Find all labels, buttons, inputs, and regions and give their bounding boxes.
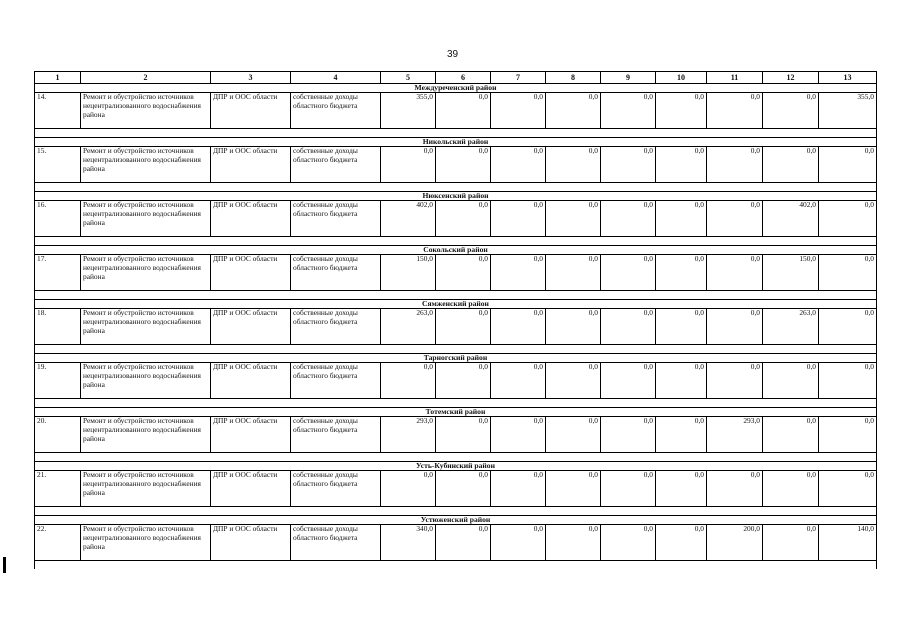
amount-cell: 0,0 <box>656 93 707 129</box>
activity-name: Ремонт и обустройство источников нецентрализованного водоснабжения района <box>81 309 211 345</box>
amount-cell: 150,0 <box>381 255 436 291</box>
amount-cell: 0,0 <box>436 525 491 561</box>
amount-cell: 0,0 <box>601 255 656 291</box>
amount-cell: 0,0 <box>436 93 491 129</box>
funding-source: собственные доходы областного бюджета <box>291 93 381 129</box>
column-number: 1 <box>35 72 81 84</box>
funding-source: собственные доходы областного бюджета <box>291 363 381 399</box>
row-spacer-cell <box>35 291 877 300</box>
row-number: 21. <box>35 471 81 507</box>
table-row <box>35 201 877 237</box>
table-body <box>35 72 877 570</box>
column-number: 5 <box>381 72 436 84</box>
amount-cell: 0,0 <box>819 417 877 453</box>
amount-cell: 0,0 <box>491 363 546 399</box>
executor: ДПР и ООС области <box>211 417 291 453</box>
amount-cell: 150,0 <box>763 255 819 291</box>
column-number: 2 <box>81 72 211 84</box>
amount-cell: 340,0 <box>381 525 436 561</box>
funding-source: собственные доходы областного бюджета <box>291 309 381 345</box>
amount-cell: 0,0 <box>491 147 546 183</box>
amount-cell: 0,0 <box>601 147 656 183</box>
row-number: 16. <box>35 201 81 237</box>
row-number: 19. <box>35 363 81 399</box>
executor: ДПР и ООС области <box>211 93 291 129</box>
amount-cell: 0,0 <box>436 363 491 399</box>
table-row <box>35 471 877 507</box>
table-row <box>35 363 877 399</box>
amount-cell: 200,0 <box>707 525 763 561</box>
amount-cell: 0,0 <box>819 363 877 399</box>
column-number: 6 <box>436 72 491 84</box>
amount-cell: 0,0 <box>601 417 656 453</box>
amount-cell: 0,0 <box>707 201 763 237</box>
row-spacer-cell <box>35 399 877 408</box>
row-spacer <box>35 507 877 516</box>
district-name: Тотемский район <box>35 408 877 417</box>
amount-cell: 140,0 <box>819 525 877 561</box>
district-name: Междуреченский район <box>35 84 877 93</box>
amount-cell: 0,0 <box>763 525 819 561</box>
column-number: 9 <box>601 72 656 84</box>
row-spacer-cell <box>35 345 877 354</box>
activity-name: Ремонт и обустройство источников нецентрализованного водоснабжения района <box>81 363 211 399</box>
amount-cell: 0,0 <box>546 471 601 507</box>
amount-cell: 355,0 <box>381 93 436 129</box>
table-row <box>35 417 877 453</box>
activity-name: Ремонт и обустройство источников нецентрализованного водоснабжения района <box>81 471 211 507</box>
amount-cell: 263,0 <box>763 309 819 345</box>
amount-cell: 0,0 <box>601 309 656 345</box>
amount-cell: 0,0 <box>707 363 763 399</box>
row-spacer-cell <box>35 507 877 516</box>
row-number: 22. <box>35 525 81 561</box>
district-row <box>35 192 877 201</box>
amount-cell: 0,0 <box>819 471 877 507</box>
amount-cell: 0,0 <box>707 93 763 129</box>
activity-name: Ремонт и обустройство источников нецентрализованного водоснабжения района <box>81 147 211 183</box>
amount-cell: 0,0 <box>491 417 546 453</box>
amount-cell: 0,0 <box>381 147 436 183</box>
amount-cell: 0,0 <box>656 363 707 399</box>
funding-source: собственные доходы областного бюджета <box>291 525 381 561</box>
district-row <box>35 354 877 363</box>
amount-cell: 0,0 <box>546 255 601 291</box>
funding-source: собственные доходы областного бюджета <box>291 201 381 237</box>
district-name: Нюксенский район <box>35 192 877 201</box>
amount-cell: 0,0 <box>436 471 491 507</box>
row-number: 14. <box>35 93 81 129</box>
funding-source: собственные доходы областного бюджета <box>291 471 381 507</box>
row-spacer-cell <box>35 183 877 192</box>
amount-cell: 0,0 <box>763 417 819 453</box>
amount-cell: 0,0 <box>763 471 819 507</box>
funding-source: собственные доходы областного бюджета <box>291 417 381 453</box>
executor: ДПР и ООС области <box>211 147 291 183</box>
amount-cell: 0,0 <box>763 147 819 183</box>
amount-cell: 0,0 <box>436 255 491 291</box>
table-row <box>35 147 877 183</box>
amount-cell: 0,0 <box>381 363 436 399</box>
row-spacer <box>35 183 877 192</box>
row-number: 18. <box>35 309 81 345</box>
amount-cell: 0,0 <box>491 309 546 345</box>
column-number: 11 <box>707 72 763 84</box>
district-row <box>35 138 877 147</box>
executor: ДПР и ООС области <box>211 201 291 237</box>
executor: ДПР и ООС области <box>211 471 291 507</box>
amount-cell: 0,0 <box>707 309 763 345</box>
amount-cell: 0,0 <box>491 255 546 291</box>
amount-cell: 0,0 <box>546 417 601 453</box>
column-number: 4 <box>291 72 381 84</box>
district-row <box>35 246 877 255</box>
amount-cell: 0,0 <box>601 471 656 507</box>
table-row <box>35 93 877 129</box>
amount-cell: 402,0 <box>381 201 436 237</box>
amount-cell: 0,0 <box>546 525 601 561</box>
amount-cell: 0,0 <box>436 147 491 183</box>
amount-cell: 0,0 <box>707 471 763 507</box>
amount-cell: 0,0 <box>436 309 491 345</box>
amount-cell: 0,0 <box>436 201 491 237</box>
amount-cell: 402,0 <box>763 201 819 237</box>
amount-cell: 0,0 <box>656 255 707 291</box>
amount-cell: 0,0 <box>707 255 763 291</box>
column-number: 3 <box>211 72 291 84</box>
row-spacer <box>35 561 877 570</box>
row-spacer <box>35 399 877 408</box>
amount-cell: 0,0 <box>546 309 601 345</box>
row-spacer-cell <box>35 237 877 246</box>
amount-cell: 0,0 <box>491 93 546 129</box>
amount-cell: 0,0 <box>546 363 601 399</box>
column-number: 13 <box>819 72 877 84</box>
amount-cell: 0,0 <box>546 93 601 129</box>
amount-cell: 0,0 <box>763 93 819 129</box>
amount-cell: 0,0 <box>819 201 877 237</box>
row-number: 17. <box>35 255 81 291</box>
activity-name: Ремонт и обустройство источников нецентрализованного водоснабжения района <box>81 417 211 453</box>
district-row <box>35 408 877 417</box>
amount-cell: 293,0 <box>381 417 436 453</box>
row-spacer-cell <box>35 561 877 570</box>
amount-cell: 293,0 <box>707 417 763 453</box>
amount-cell: 0,0 <box>381 471 436 507</box>
row-number: 20. <box>35 417 81 453</box>
budget-table <box>34 71 877 569</box>
row-number: 15. <box>35 147 81 183</box>
row-spacer-cell <box>35 129 877 138</box>
column-number: 8 <box>546 72 601 84</box>
amount-cell: 0,0 <box>656 309 707 345</box>
column-number: 12 <box>763 72 819 84</box>
amount-cell: 0,0 <box>601 201 656 237</box>
amount-cell: 355,0 <box>819 93 877 129</box>
row-spacer <box>35 129 877 138</box>
district-row <box>35 462 877 471</box>
executor: ДПР и ООС области <box>211 363 291 399</box>
activity-name: Ремонт и обустройство источников нецентрализованного водоснабжения района <box>81 255 211 291</box>
amount-cell: 0,0 <box>546 201 601 237</box>
executor: ДПР и ООС области <box>211 525 291 561</box>
amount-cell: 0,0 <box>546 147 601 183</box>
amount-cell: 0,0 <box>491 201 546 237</box>
amount-cell: 0,0 <box>656 201 707 237</box>
amount-cell: 0,0 <box>819 147 877 183</box>
amount-cell: 263,0 <box>381 309 436 345</box>
amount-cell: 0,0 <box>656 417 707 453</box>
district-name: Никольский район <box>35 138 877 147</box>
district-row <box>35 516 877 525</box>
amount-cell: 0,0 <box>819 255 877 291</box>
row-spacer-cell <box>35 453 877 462</box>
amount-cell: 0,0 <box>763 363 819 399</box>
row-spacer <box>35 237 877 246</box>
scan-margin-mark <box>3 557 6 573</box>
amount-cell: 0,0 <box>656 525 707 561</box>
district-name: Усть-Кубинский район <box>35 462 877 471</box>
funding-source: собственные доходы областного бюджета <box>291 255 381 291</box>
amount-cell: 0,0 <box>601 525 656 561</box>
page-number: 39 <box>446 49 459 60</box>
column-number: 7 <box>491 72 546 84</box>
district-name: Тарногский район <box>35 354 877 363</box>
amount-cell: 0,0 <box>436 417 491 453</box>
executor: ДПР и ООС области <box>211 309 291 345</box>
district-name: Сокольский район <box>35 246 877 255</box>
district-row <box>35 300 877 309</box>
amount-cell: 0,0 <box>491 471 546 507</box>
amount-cell: 0,0 <box>819 309 877 345</box>
row-spacer <box>35 453 877 462</box>
activity-name: Ремонт и обустройство источников нецентрализованного водоснабжения района <box>81 525 211 561</box>
executor: ДПР и ООС области <box>211 255 291 291</box>
table-row <box>35 255 877 291</box>
table-row <box>35 525 877 561</box>
amount-cell: 0,0 <box>656 471 707 507</box>
activity-name: Ремонт и обустройство источников нецентрализованного водоснабжения района <box>81 93 211 129</box>
amount-cell: 0,0 <box>656 147 707 183</box>
funding-source: собственные доходы областного бюджета <box>291 147 381 183</box>
amount-cell: 0,0 <box>601 93 656 129</box>
table-row <box>35 309 877 345</box>
column-number-row <box>35 72 877 84</box>
activity-name: Ремонт и обустройство источников нецентрализованного водоснабжения района <box>81 201 211 237</box>
district-name: Устюженский район <box>35 516 877 525</box>
row-spacer <box>35 291 877 300</box>
district-row <box>35 84 877 93</box>
row-spacer <box>35 345 877 354</box>
column-number: 10 <box>656 72 707 84</box>
amount-cell: 0,0 <box>707 147 763 183</box>
amount-cell: 0,0 <box>601 363 656 399</box>
district-name: Сямженский район <box>35 300 877 309</box>
amount-cell: 0,0 <box>491 525 546 561</box>
